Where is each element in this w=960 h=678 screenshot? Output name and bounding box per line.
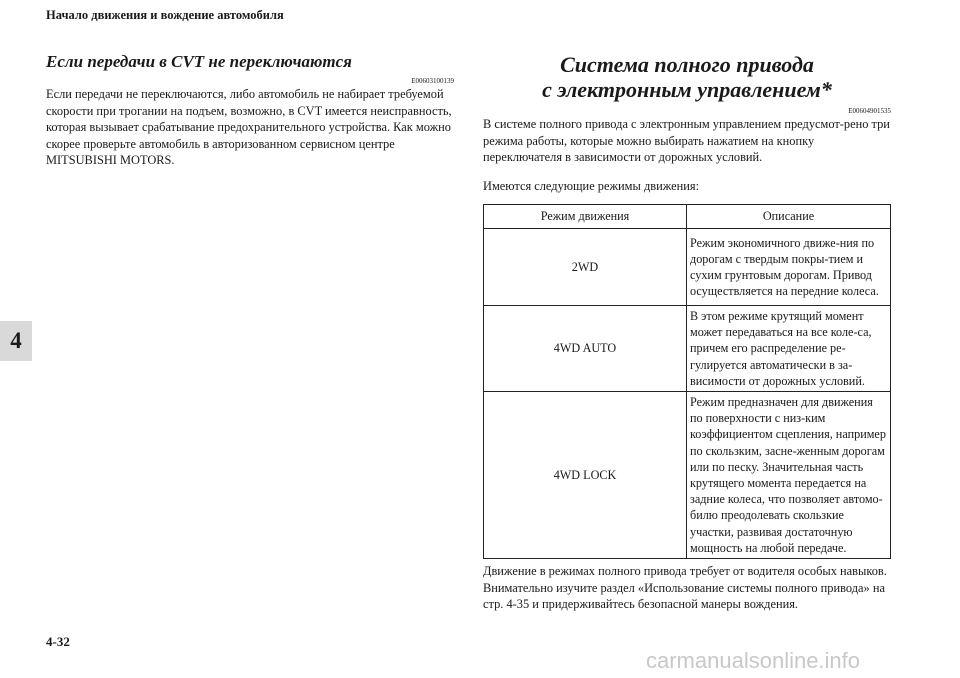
left-column	[46, 52, 454, 169]
table-row	[484, 229, 891, 306]
table-row	[484, 392, 891, 559]
page-number: 4-32	[46, 634, 70, 649]
description-cell: Режим предназначен для движения по поверхности с низ-ким коэффициентом сцепления, например по скользким, засне-женным дорогам или по песку. Значительная часть крутящего момента передается на задние колеса, что позволяет автомо-билю преодолевать скользкие участки, развивая достаточную мощность на любой передаче.	[687, 392, 891, 559]
section-title-line-2: с электронным управлением*	[542, 77, 832, 102]
section-title-awd	[483, 52, 891, 102]
running-header: Начало движения и вождение автомобиля	[46, 8, 284, 22]
mode-cell: 2WD	[484, 229, 687, 306]
section-body: Если передачи не переключаются, либо автомобиль не набирает требуемой скорости при трогании на подъем, возможно, в CVT имеется неисправность, которая вызывает срабатывание предохранительного устройства. Как можно скорее проверьте автомобиль в авторизованном сервисном центре MITSUBISHI MOTORS.	[46, 87, 452, 167]
section-title-line-1: Система полного привода	[560, 52, 814, 77]
header-description: Описание	[687, 205, 891, 229]
section-code: E00604901535	[848, 107, 891, 115]
chapter-number: 4	[10, 328, 22, 353]
header-mode: Режим движения	[484, 205, 687, 229]
table-header-row	[484, 205, 891, 229]
intro-paragraph: В системе полного привода с электронным управлением предусмот-рено три режима работы, которые можно выбирать нажатием на кнопку переключателя в зависимости от дорожных условий.	[483, 117, 890, 164]
mode-cell: 4WD LOCK	[484, 392, 687, 559]
description-cell: В этом режиме крутящий момент может передаваться на все коле-са, причем его распределение ре-гулируется автоматически в за-висимости от дорожных условий.	[687, 306, 891, 392]
after-paragraph-1: Движение в режимах полного привода требует от водителя особых навыков.	[483, 564, 887, 579]
chapter-tab	[0, 321, 32, 361]
modes-table	[483, 204, 891, 559]
description-cell: Режим экономичного движе-ния по дорогам с твердым покры-тием и сухим грунтовым дорогам. Привод осуществляется на передние колеса.	[687, 229, 891, 306]
right-column	[483, 52, 891, 613]
mode-cell: 4WD AUTO	[484, 306, 687, 392]
table-row	[484, 306, 891, 392]
section-code: E00603100139	[411, 77, 454, 85]
after-paragraph-2: Внимательно изучите раздел «Использование системы полного привода» на стр. 4-35 и придерживайтесь безопасной манеры вождения.	[483, 580, 885, 612]
modes-intro: Имеются следующие режимы движения:	[483, 178, 700, 193]
section-title-cvt: Если передачи в CVT не переключаются	[46, 52, 352, 71]
watermark: carmanualsonline.info	[646, 648, 861, 673]
